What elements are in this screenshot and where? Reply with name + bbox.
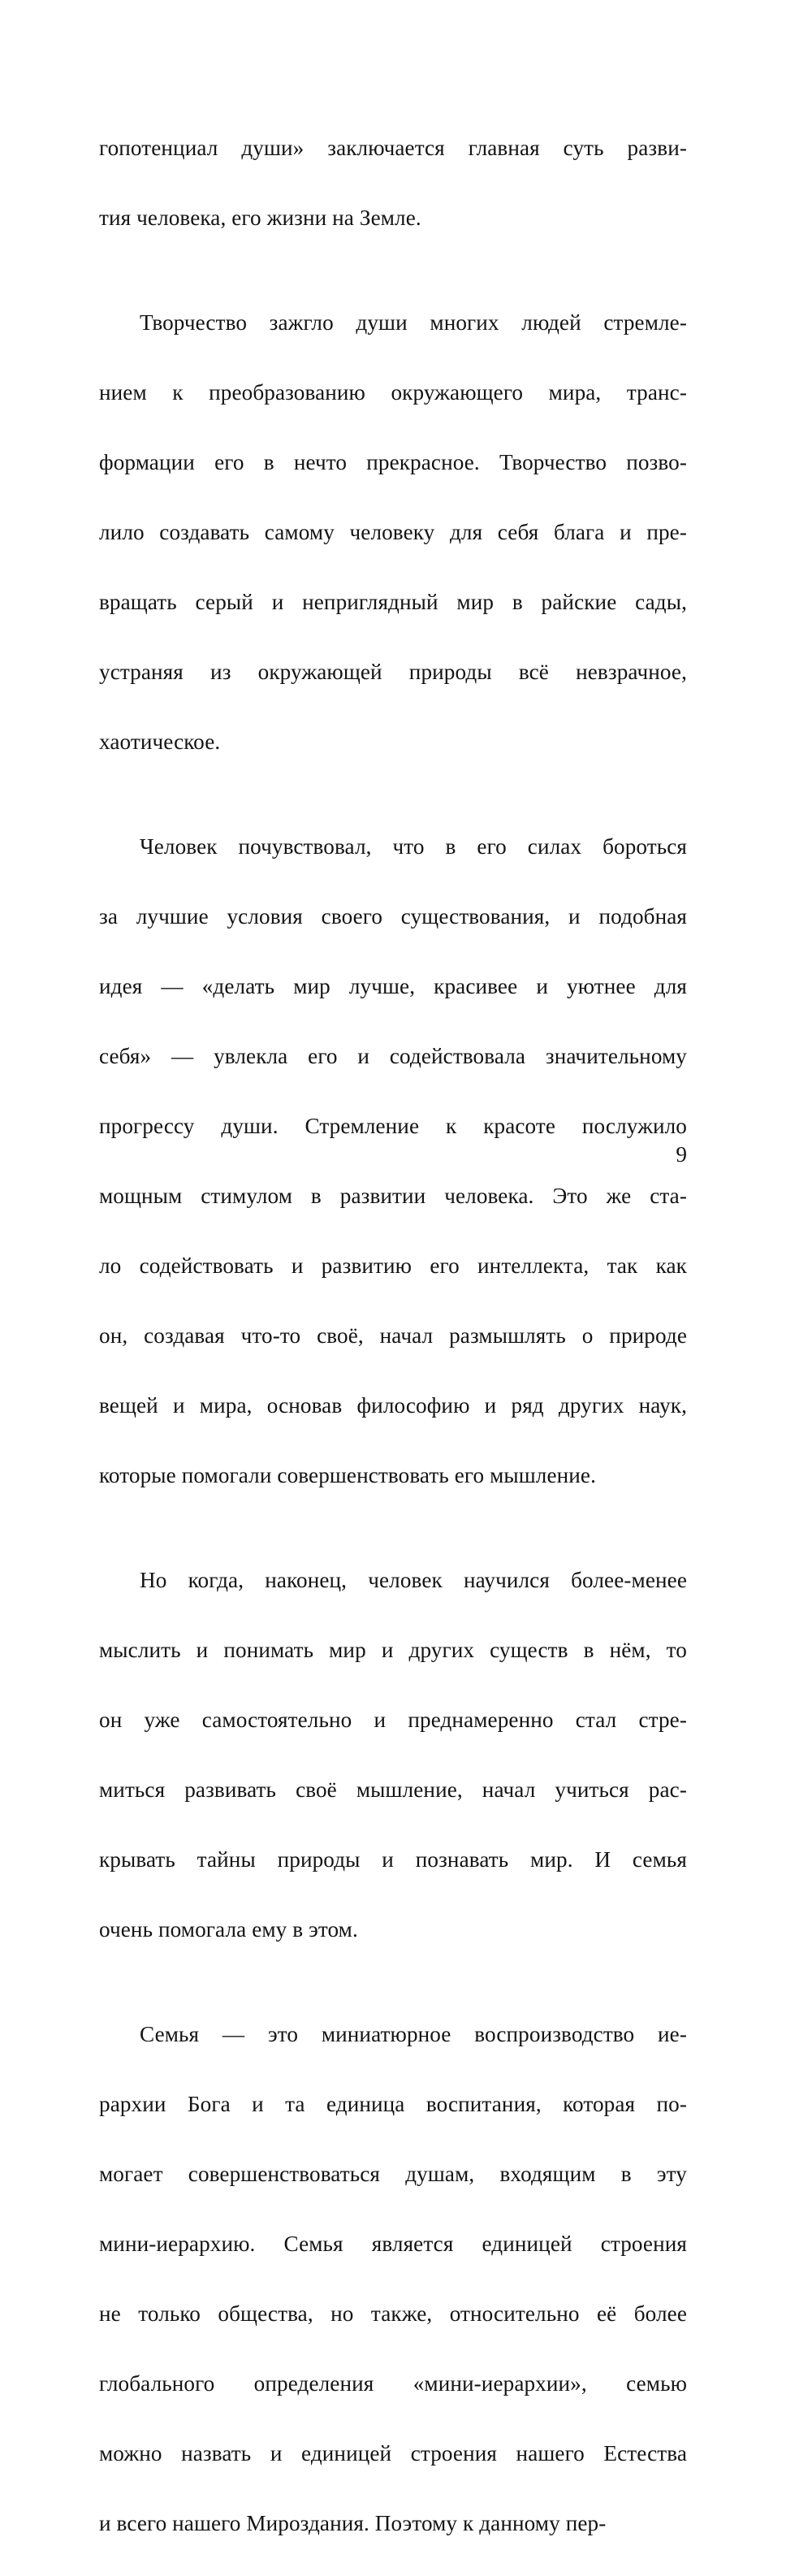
text-line: тия человека, его жизни на Земле. <box>99 206 421 230</box>
paragraph-continuation <box>99 96 687 271</box>
text-line: прогрессу души. Стремление к красоте послужило <box>99 1114 687 1138</box>
text-line: устраняя из окружающей природы всё невзрачное, <box>99 660 687 684</box>
text-line: мыслить и понимать мир и других существ в нём, то <box>99 1638 687 1662</box>
text-line: мини-иерархию. Семья является единицей строения <box>99 2232 687 2256</box>
text-line: крывать тайны природы и познавать мир. И семья <box>99 1847 687 1872</box>
text-line: Но когда, наконец, человек научился более-менее <box>140 1568 687 1592</box>
text-line: ло содействовать и развитию его интеллекта, так как <box>99 1253 687 1278</box>
paragraph-family <box>99 1982 687 2576</box>
text-line: можно назвать и единицей строения нашего Естества <box>99 2441 687 2466</box>
text-line: гопотенциал души» заключается главная суть разви- <box>99 136 687 160</box>
text-line: он, создавая что-то своё, начал размышлять о природе <box>99 1323 687 1348</box>
text-line: он уже самостоятельно и преднамеренно стал стре- <box>99 1708 687 1732</box>
text-line: которые помогали совершенствовать его мышление. <box>99 1463 596 1487</box>
text-line: за лучшие условия своего существования, и подобная <box>99 904 687 929</box>
text-line: очень помогала ему в этом. <box>99 1917 358 1942</box>
text-line: Семья — это миниатюрное воспроизводство ие- <box>140 2022 687 2046</box>
text-line: вещей и мира, основав философию и ряд других наук, <box>99 1393 687 1418</box>
text-line: рархии Бога и та единица воспитания, которая по- <box>99 2092 687 2116</box>
text-line: себя» — увлекла его и содействовала значительному <box>99 1044 687 1068</box>
paragraph-creativity <box>99 271 687 794</box>
text-line: и всего нашего Мироздания. Поэтому к данному пер- <box>99 2511 607 2535</box>
page-number: 9 <box>676 1142 687 1167</box>
text-line: могает совершенствоваться душам, входящим в эту <box>99 2162 687 2186</box>
text-line: нием к преобразованию окружающего мира, транс- <box>99 380 687 405</box>
text-line: миться развивать своё мышление, начал учиться рас- <box>99 1777 687 1802</box>
text-line: хаотическое. <box>99 730 221 754</box>
text-line: Человек почувствовал, что в его силах бороться <box>140 834 687 859</box>
text-line: лило создавать самому человеку для себя блага и пре- <box>99 520 687 544</box>
text-line: идея — «делать мир лучше, красивее и уютнее для <box>99 974 687 998</box>
page-text-block <box>99 96 687 2576</box>
text-line: не только общества, но также, относительно её более <box>99 2301 687 2326</box>
text-line: формации его в нечто прекрасное. Творчество позво- <box>99 450 687 474</box>
text-line: вращать серый и неприглядный мир в райские сады, <box>99 590 687 614</box>
paragraph-thinking <box>99 1528 687 1982</box>
text-line: Творчество зажгло души многих людей стремле- <box>140 310 687 335</box>
text-line: глобального определения «мини-иерархии», семью <box>99 2371 687 2396</box>
text-line: мощным стимулом в развитии человека. Это же ста- <box>99 1184 687 1208</box>
